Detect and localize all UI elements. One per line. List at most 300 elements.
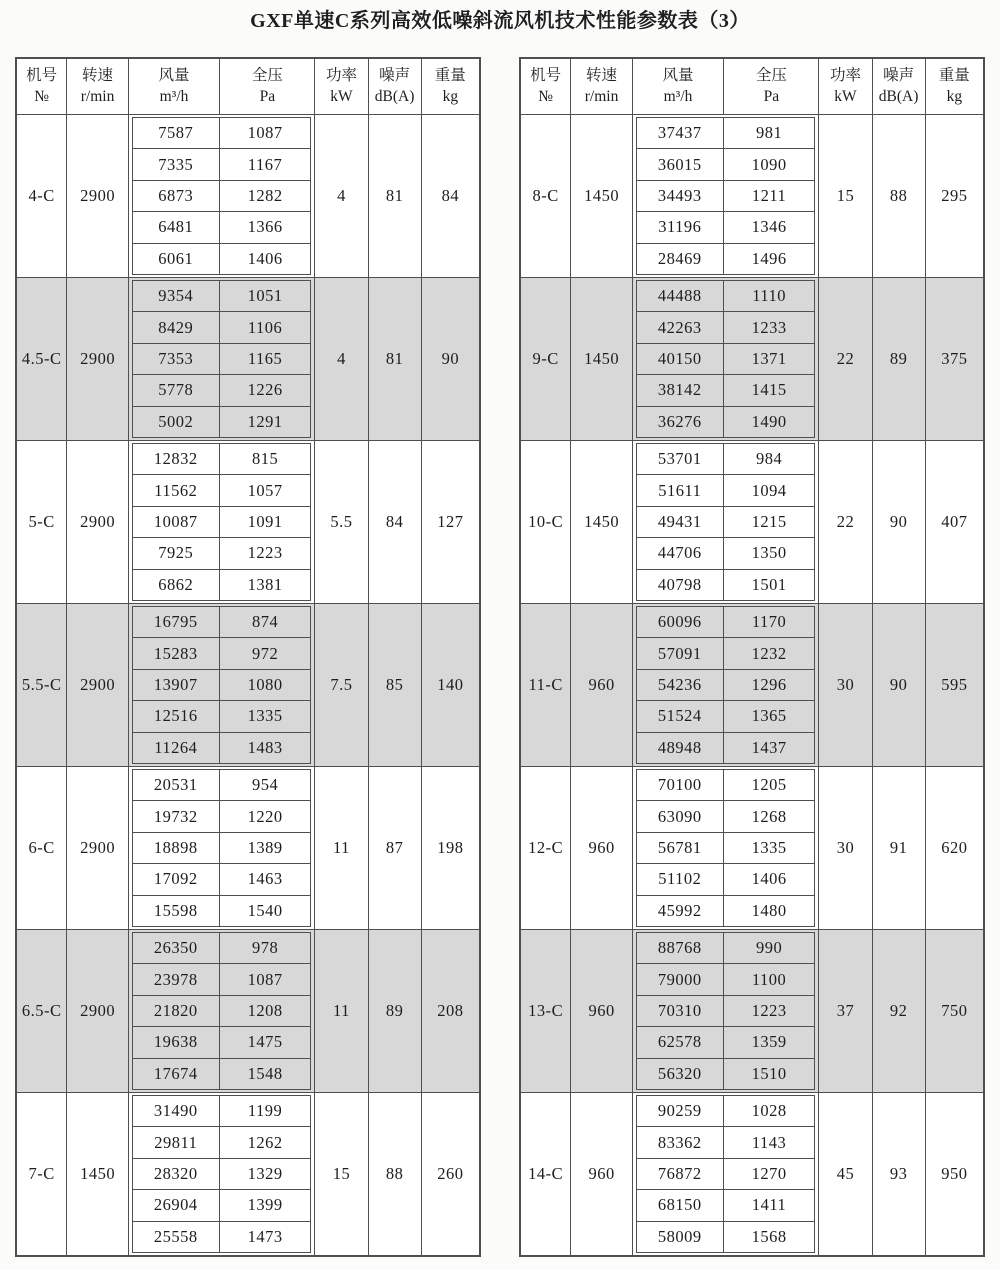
duty-point-row — [637, 1158, 815, 1189]
flow-value: 29811 — [133, 1127, 220, 1157]
weight-cell: 84 — [441, 186, 460, 205]
duty-point-row — [133, 732, 311, 763]
flow-value: 36276 — [637, 407, 724, 437]
column-header-noise — [369, 59, 422, 114]
weight-cell: 90 — [441, 349, 460, 368]
column-header-power-unit: kW — [330, 87, 353, 105]
pressure-value: 1415 — [751, 380, 787, 400]
duty-point-row — [133, 1158, 311, 1189]
flow-value: 49431 — [637, 507, 724, 537]
tables-container — [0, 57, 1000, 1257]
duty-point-row — [133, 569, 311, 600]
column-header-model-unit: № — [538, 87, 554, 105]
column-header-model — [17, 59, 67, 114]
speed-cell: 960 — [571, 767, 632, 929]
model-group-row — [521, 603, 983, 766]
duty-point-row — [133, 963, 311, 994]
column-header-noise-cn: 噪声 — [883, 67, 915, 85]
pressure-value: 1496 — [751, 248, 787, 268]
pressure-value: 1199 — [247, 1101, 283, 1121]
duty-point-row — [637, 374, 815, 405]
flow-value: 5002 — [133, 407, 220, 437]
flow-value: 40150 — [637, 344, 724, 374]
model-cell: 5-C — [17, 441, 67, 603]
duty-point-row — [133, 863, 311, 894]
speed-cell: 2900 — [67, 604, 128, 766]
pressure-value: 1463 — [247, 869, 283, 889]
pressure-value: 1365 — [751, 706, 787, 726]
model-cell: 13-C — [521, 930, 571, 1092]
column-header-speed-cn: 转速 — [586, 67, 618, 85]
duty-point-row — [133, 1058, 311, 1089]
speed-cell: 1450 — [571, 278, 632, 440]
pressure-value: 1296 — [751, 675, 787, 695]
duty-point-row — [133, 311, 311, 342]
flow-value: 21820 — [133, 996, 220, 1026]
flow-value: 42263 — [637, 312, 724, 342]
flow-value: 10087 — [133, 507, 220, 537]
model-group-row — [17, 440, 479, 603]
speed-cell: 960 — [571, 930, 632, 1092]
column-header-model-cn: 机号 — [26, 67, 58, 85]
pressure-value: 1167 — [247, 154, 283, 174]
pressure-value: 1208 — [247, 1001, 283, 1021]
flow-value: 70310 — [637, 996, 724, 1026]
pressure-value: 1090 — [751, 154, 787, 174]
spec-table-right — [519, 57, 985, 1257]
column-header-speed — [571, 59, 632, 114]
flow-pressure-block — [633, 1093, 820, 1255]
pressure-value: 1335 — [751, 838, 787, 858]
duty-point-row — [637, 607, 815, 637]
flow-value: 63090 — [637, 801, 724, 831]
model-group-row — [521, 114, 983, 277]
column-header-weight-unit: kg — [442, 87, 459, 105]
duty-point-row — [133, 148, 311, 179]
flow-value: 17674 — [133, 1059, 220, 1089]
pressure-value: 990 — [755, 938, 783, 958]
flow-pressure-block — [129, 115, 316, 277]
model-group-row — [17, 766, 479, 929]
pressure-value: 1366 — [247, 217, 283, 237]
pressure-value: 1106 — [247, 317, 283, 337]
duty-point-row — [133, 444, 311, 474]
pressure-value: 1233 — [751, 317, 787, 337]
duty-point-row — [637, 406, 815, 437]
noise-cell: 81 — [369, 278, 422, 440]
column-header-model — [521, 59, 571, 114]
flow-value: 7335 — [133, 149, 220, 179]
power-cell: 22 — [819, 278, 872, 440]
duty-point-row — [133, 800, 311, 831]
noise-cell: 89 — [369, 930, 422, 1092]
model-cell: 12-C — [521, 767, 571, 929]
flow-value: 58009 — [637, 1222, 724, 1252]
model-group-row — [17, 1092, 479, 1255]
model-cell: 10-C — [521, 441, 571, 603]
flow-pressure-subtable — [636, 280, 816, 438]
flow-pressure-block — [633, 604, 820, 766]
duty-point-row — [637, 343, 815, 374]
flow-value: 7925 — [133, 538, 220, 568]
flow-value: 13907 — [133, 670, 220, 700]
noise-cell: 84 — [369, 441, 422, 603]
speed-cell: 960 — [571, 1093, 632, 1255]
duty-point-row — [637, 770, 815, 800]
flow-value: 45992 — [637, 896, 724, 926]
duty-point-row — [637, 148, 815, 179]
noise-cell: 85 — [369, 604, 422, 766]
flow-value: 48948 — [637, 733, 724, 763]
model-group-row — [17, 114, 479, 277]
flow-value: 8429 — [133, 312, 220, 342]
column-header-flow-cn: 风量 — [662, 67, 694, 85]
weight-cell: 208 — [437, 1001, 464, 1020]
flow-value: 76872 — [637, 1159, 724, 1189]
pressure-value: 984 — [755, 449, 783, 469]
column-header-speed-unit: r/min — [584, 87, 619, 105]
flow-pressure-block — [129, 1093, 316, 1255]
flow-value: 20531 — [133, 770, 220, 800]
column-header-model-unit: № — [34, 87, 50, 105]
pressure-value: 978 — [251, 938, 279, 958]
pressure-value: 1205 — [751, 775, 787, 795]
pressure-value: 1215 — [751, 512, 787, 532]
duty-point-row — [133, 1026, 311, 1057]
flow-value: 11264 — [133, 733, 220, 763]
flow-value: 88768 — [637, 933, 724, 963]
duty-point-row — [133, 374, 311, 405]
flow-pressure-subtable — [636, 932, 816, 1090]
power-cell: 45 — [819, 1093, 872, 1255]
duty-point-row — [637, 732, 815, 763]
duty-point-row — [133, 281, 311, 311]
flow-pressure-subtable — [636, 1095, 816, 1253]
duty-point-row — [637, 118, 815, 148]
speed-cell: 2900 — [67, 441, 128, 603]
pressure-value: 1548 — [247, 1063, 283, 1083]
weight-cell: 295 — [941, 186, 968, 205]
power-cell: 5.5 — [315, 441, 368, 603]
column-header-noise-cn: 噪声 — [379, 67, 411, 85]
noise-cell: 81 — [369, 115, 422, 277]
pressure-value: 1381 — [247, 574, 283, 594]
duty-point-row — [133, 607, 311, 637]
flow-value: 51524 — [637, 701, 724, 731]
pressure-value: 954 — [251, 775, 279, 795]
flow-value: 53701 — [637, 444, 724, 474]
flow-value: 57091 — [637, 638, 724, 668]
duty-point-row — [133, 118, 311, 148]
pressure-value: 1226 — [247, 380, 283, 400]
pressure-value: 1094 — [751, 480, 787, 500]
weight-cell: 620 — [941, 838, 968, 857]
weight-cell: 407 — [941, 512, 968, 531]
duty-point-row — [637, 1096, 815, 1126]
pressure-value: 1232 — [751, 643, 787, 663]
duty-point-row — [133, 995, 311, 1026]
pressure-value: 1165 — [247, 349, 283, 369]
duty-point-row — [637, 933, 815, 963]
flow-value: 17092 — [133, 864, 220, 894]
pressure-value: 1087 — [247, 969, 283, 989]
column-header-pressure — [724, 59, 819, 114]
model-cell: 7-C — [17, 1093, 67, 1255]
pressure-value: 1510 — [751, 1063, 787, 1083]
noise-cell: 89 — [873, 278, 926, 440]
column-header-power-unit: kW — [834, 87, 857, 105]
flow-pressure-block — [129, 930, 316, 1092]
model-group-row — [17, 277, 479, 440]
flow-pressure-subtable — [636, 606, 816, 764]
flow-pressure-subtable — [132, 932, 312, 1090]
column-header-pressure — [220, 59, 315, 114]
flow-value: 6481 — [133, 212, 220, 242]
noise-cell: 90 — [873, 441, 926, 603]
duty-point-row — [133, 211, 311, 242]
pressure-value: 1291 — [247, 411, 283, 431]
flow-pressure-subtable — [636, 443, 816, 601]
model-cell: 6-C — [17, 767, 67, 929]
flow-value: 31196 — [637, 212, 724, 242]
pressure-value: 1406 — [247, 248, 283, 268]
flow-value: 36015 — [637, 149, 724, 179]
weight-cell: 198 — [437, 838, 464, 857]
pressure-value: 1270 — [751, 1164, 787, 1184]
noise-cell: 88 — [873, 115, 926, 277]
duty-point-row — [637, 211, 815, 242]
duty-point-row — [133, 1189, 311, 1220]
model-cell: 8-C — [521, 115, 571, 277]
speed-cell: 1450 — [571, 115, 632, 277]
flow-value: 90259 — [637, 1096, 724, 1126]
speed-cell: 1450 — [67, 1093, 128, 1255]
pressure-value: 1223 — [751, 1001, 787, 1021]
pressure-value: 874 — [251, 612, 279, 632]
column-header-power — [315, 59, 368, 114]
pressure-value: 1350 — [751, 543, 787, 563]
model-group-row — [521, 440, 983, 603]
flow-value: 70100 — [637, 770, 724, 800]
flow-value: 83362 — [637, 1127, 724, 1157]
flow-value: 6862 — [133, 570, 220, 600]
flow-value: 11562 — [133, 475, 220, 505]
column-header-flow-unit: m³/h — [663, 87, 693, 105]
duty-point-row — [133, 1221, 311, 1252]
duty-point-row — [133, 637, 311, 668]
power-cell: 11 — [315, 930, 368, 1092]
noise-cell: 88 — [369, 1093, 422, 1255]
duty-point-row — [637, 444, 815, 474]
pressure-value: 1399 — [247, 1195, 283, 1215]
flow-value: 5778 — [133, 375, 220, 405]
column-header-pressure-cn: 全压 — [755, 67, 787, 85]
pressure-value: 1282 — [247, 186, 283, 206]
pressure-value: 1087 — [247, 123, 283, 143]
model-group-row — [521, 277, 983, 440]
page-title: GXF单速C系列高效低噪斜流风机技术性能参数表（3） — [250, 10, 750, 32]
flow-value: 28320 — [133, 1159, 220, 1189]
flow-pressure-subtable — [132, 280, 312, 438]
pressure-value: 1411 — [751, 1195, 787, 1215]
weight-cell: 127 — [437, 512, 464, 531]
duty-point-row — [637, 1126, 815, 1157]
duty-point-row — [133, 406, 311, 437]
duty-point-row — [637, 281, 815, 311]
column-header-flow-cn: 风量 — [158, 67, 190, 85]
duty-point-row — [637, 800, 815, 831]
model-group-row — [521, 766, 983, 929]
duty-point-row — [133, 537, 311, 568]
duty-point-row — [133, 895, 311, 926]
flow-value: 19638 — [133, 1027, 220, 1057]
power-cell: 7.5 — [315, 604, 368, 766]
flow-pressure-subtable — [132, 443, 312, 601]
column-header-noise-unit: dB(A) — [878, 87, 919, 105]
flow-value: 26904 — [133, 1190, 220, 1220]
duty-point-row — [637, 1189, 815, 1220]
flow-value: 51102 — [637, 864, 724, 894]
power-cell: 4 — [315, 278, 368, 440]
pressure-value: 1359 — [751, 1032, 787, 1052]
weight-cell: 950 — [941, 1164, 968, 1183]
flow-value: 56320 — [637, 1059, 724, 1089]
flow-pressure-block — [633, 930, 820, 1092]
column-header-model-cn: 机号 — [530, 67, 562, 85]
pressure-value: 1223 — [247, 543, 283, 563]
pressure-value: 1490 — [751, 411, 787, 431]
duty-point-row — [637, 243, 815, 274]
speed-cell: 2900 — [67, 930, 128, 1092]
duty-point-row — [637, 474, 815, 505]
weight-cell: 260 — [437, 1164, 464, 1183]
pressure-value: 1437 — [751, 737, 787, 757]
noise-cell: 90 — [873, 604, 926, 766]
model-cell: 4.5-C — [17, 278, 67, 440]
flow-pressure-block — [633, 115, 820, 277]
model-group-row — [17, 603, 479, 766]
pressure-value: 1568 — [751, 1226, 787, 1246]
speed-cell: 2900 — [67, 278, 128, 440]
flow-value: 15283 — [133, 638, 220, 668]
column-header-flow — [129, 59, 220, 114]
pressure-value: 815 — [251, 449, 279, 469]
flow-value: 54236 — [637, 670, 724, 700]
duty-point-row — [133, 933, 311, 963]
power-cell: 30 — [819, 767, 872, 929]
pressure-value: 1091 — [247, 512, 283, 532]
flow-value: 79000 — [637, 964, 724, 994]
column-header-flow-unit: m³/h — [159, 87, 189, 105]
speed-cell: 2900 — [67, 767, 128, 929]
pressure-value: 1268 — [751, 806, 787, 826]
flow-value: 62578 — [637, 1027, 724, 1057]
pressure-value: 1540 — [247, 900, 283, 920]
pressure-value: 1057 — [247, 480, 283, 500]
flow-value: 68150 — [637, 1190, 724, 1220]
duty-point-row — [637, 506, 815, 537]
pressure-value: 1051 — [247, 286, 283, 306]
flow-pressure-subtable — [132, 1095, 312, 1253]
model-cell: 5.5-C — [17, 604, 67, 766]
power-cell: 4 — [315, 115, 368, 277]
flow-pressure-block — [129, 767, 316, 929]
pressure-value: 1346 — [751, 217, 787, 237]
flow-value: 34493 — [637, 181, 724, 211]
duty-point-row — [637, 537, 815, 568]
column-header-weight-cn: 重量 — [938, 67, 970, 85]
duty-point-row — [133, 243, 311, 274]
noise-cell: 91 — [873, 767, 926, 929]
column-header-pressure-unit: Pa — [259, 87, 276, 105]
duty-point-row — [637, 180, 815, 211]
flow-pressure-block — [633, 441, 820, 603]
duty-point-row — [133, 343, 311, 374]
flow-pressure-block — [633, 278, 820, 440]
weight-cell: 595 — [941, 675, 968, 694]
duty-point-row — [637, 1058, 815, 1089]
duty-point-row — [133, 669, 311, 700]
duty-point-row — [637, 669, 815, 700]
power-cell: 15 — [819, 115, 872, 277]
duty-point-row — [133, 506, 311, 537]
model-group-row — [521, 1092, 983, 1255]
power-cell: 37 — [819, 930, 872, 1092]
flow-value: 56781 — [637, 833, 724, 863]
power-cell: 15 — [315, 1093, 368, 1255]
flow-value: 28469 — [637, 244, 724, 274]
flow-pressure-block — [633, 767, 820, 929]
flow-value: 44488 — [637, 281, 724, 311]
flow-value: 7353 — [133, 344, 220, 374]
weight-cell: 375 — [941, 349, 968, 368]
duty-point-row — [133, 770, 311, 800]
model-group-row — [17, 929, 479, 1092]
pressure-value: 1501 — [751, 574, 787, 594]
pressure-value: 1211 — [751, 186, 787, 206]
pressure-value: 1329 — [247, 1164, 283, 1184]
column-header-weight — [422, 59, 479, 114]
model-cell: 14-C — [521, 1093, 571, 1255]
duty-point-row — [133, 474, 311, 505]
power-cell: 30 — [819, 604, 872, 766]
flow-value: 31490 — [133, 1096, 220, 1126]
duty-point-row — [637, 700, 815, 731]
duty-point-row — [637, 832, 815, 863]
flow-value: 16795 — [133, 607, 220, 637]
column-header-power-cn: 功率 — [325, 67, 357, 85]
column-header-pressure-unit: Pa — [763, 87, 780, 105]
column-header-weight — [926, 59, 983, 114]
pressure-value: 1028 — [751, 1101, 787, 1121]
flow-value: 23978 — [133, 964, 220, 994]
column-header-speed-cn: 转速 — [82, 67, 114, 85]
model-cell: 6.5-C — [17, 930, 67, 1092]
duty-point-row — [133, 1126, 311, 1157]
header-row — [17, 59, 479, 114]
duty-point-row — [133, 700, 311, 731]
column-header-power-cn: 功率 — [829, 67, 861, 85]
flow-value: 51611 — [637, 475, 724, 505]
speed-cell: 960 — [571, 604, 632, 766]
flow-value: 12516 — [133, 701, 220, 731]
duty-point-row — [637, 569, 815, 600]
pressure-value: 1406 — [751, 869, 787, 889]
flow-value: 18898 — [133, 833, 220, 863]
noise-cell: 93 — [873, 1093, 926, 1255]
pressure-value: 1483 — [247, 737, 283, 757]
pressure-value: 1335 — [247, 706, 283, 726]
